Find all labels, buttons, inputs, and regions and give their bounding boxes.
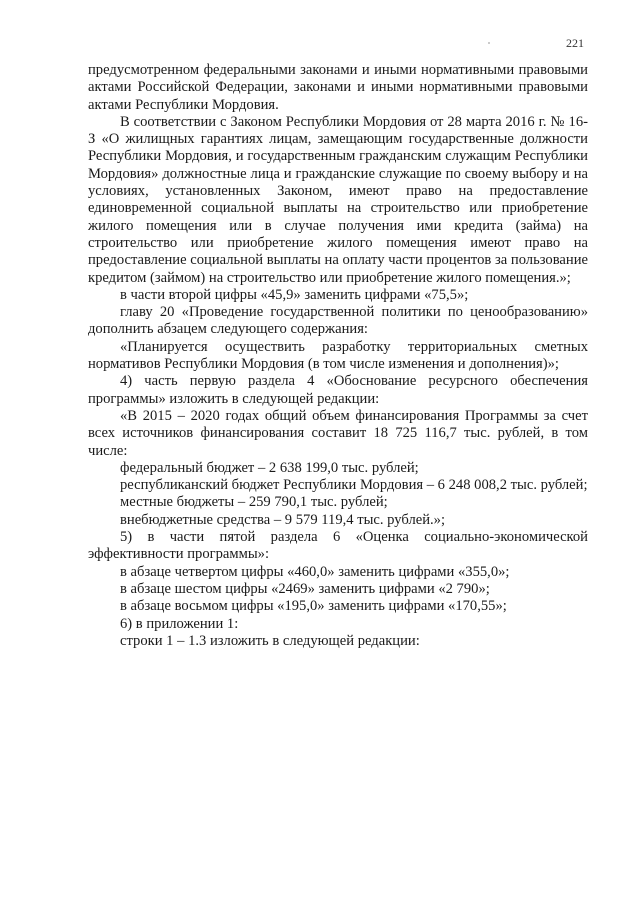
paragraph-item-5: 5) в части пятой раздела 6 «Оценка социально-экономической эффективности программы»:	[88, 529, 588, 563]
scan-speck	[488, 42, 490, 44]
document-body	[88, 62, 588, 650]
paragraph-amendment-part-two: в части второй цифры «45,9» заменить цифрами «75,5»;	[120, 286, 469, 303]
page-number: 221	[566, 36, 584, 50]
paragraph-funding-total: «В 2015 – 2020 годах общий объем финансирования Программы за счет всех источников финансирования составит 18 725 116,7 тыс. рублей, в том числе:	[88, 407, 588, 459]
paragraph-extrabudgetary: внебюджетные средства – 9 579 119,4 тыс. рублей.»;	[120, 511, 446, 528]
paragraph-item-6: 6) в приложении 1:	[120, 615, 239, 632]
paragraph-law-reference: В соответствии с Законом Республики Мордовия от 28 марта 2016 г. № 16-З «О жилищных гарантиях лицам, замещающим государственные должности Республики Мордовия, и государственным гражданским служащим Республики Мордовия» должностные лица и гражданские служащие по своему выбору и на условиях, установленных Законом, имеют право на предоставление единовременной социальной выплаты на строительство или приобретение жилого помещения или в случае получения ими кредита (займа) на строительство или приобретение жилого помещения имеют право на предоставление социальной выплаты на оплату части процентов за пользование кредитом (займом) на строительство или приобретение жилого помещения.»;	[88, 113, 588, 286]
paragraph-rows-1-1-3: строки 1 – 1.3 изложить в следующей редакции:	[120, 632, 420, 649]
paragraph-local-budgets: местные бюджеты – 259 790,1 тыс. рублей;	[120, 494, 388, 511]
paragraph-quoted-planning: «Планируется осуществить разработку территориальных сметных нормативов Республики Мордовия (в том числе изменения и дополнения)»;	[88, 338, 588, 373]
paragraph-eighth-abzac: в абзаце восьмом цифры «195,0» заменить цифрами «170,55»;	[120, 598, 507, 615]
paragraph-item-4: 4) часть первую раздела 4 «Обоснование ресурсного обеспечения программы» изложить в следующей редакции:	[88, 373, 588, 407]
paragraph-chapter-20: главу 20 «Проведение государственной политики по ценообразованию» дополнить абзацем следующего содержания:	[88, 304, 588, 338]
paragraph-sixth-abzac: в абзаце шестом цифры «2469» заменить цифрами «2 790»;	[120, 580, 490, 597]
paragraph-continuation: предусмотренном федеральными законами и иными нормативными правовыми актами Российской Федерации, законами и иными нормативными правовыми актами Республики Мордовия.	[88, 62, 588, 113]
paragraph-federal-budget: федеральный бюджет – 2 638 199,0 тыс. рублей;	[120, 459, 419, 476]
paragraph-republic-budget: республиканский бюджет Республики Мордовия – 6 248 008,2 тыс. рублей;	[120, 477, 588, 494]
paragraph-fourth-abzac: в абзаце четвертом цифры «460,0» заменить цифрами «355,0»;	[120, 563, 510, 580]
